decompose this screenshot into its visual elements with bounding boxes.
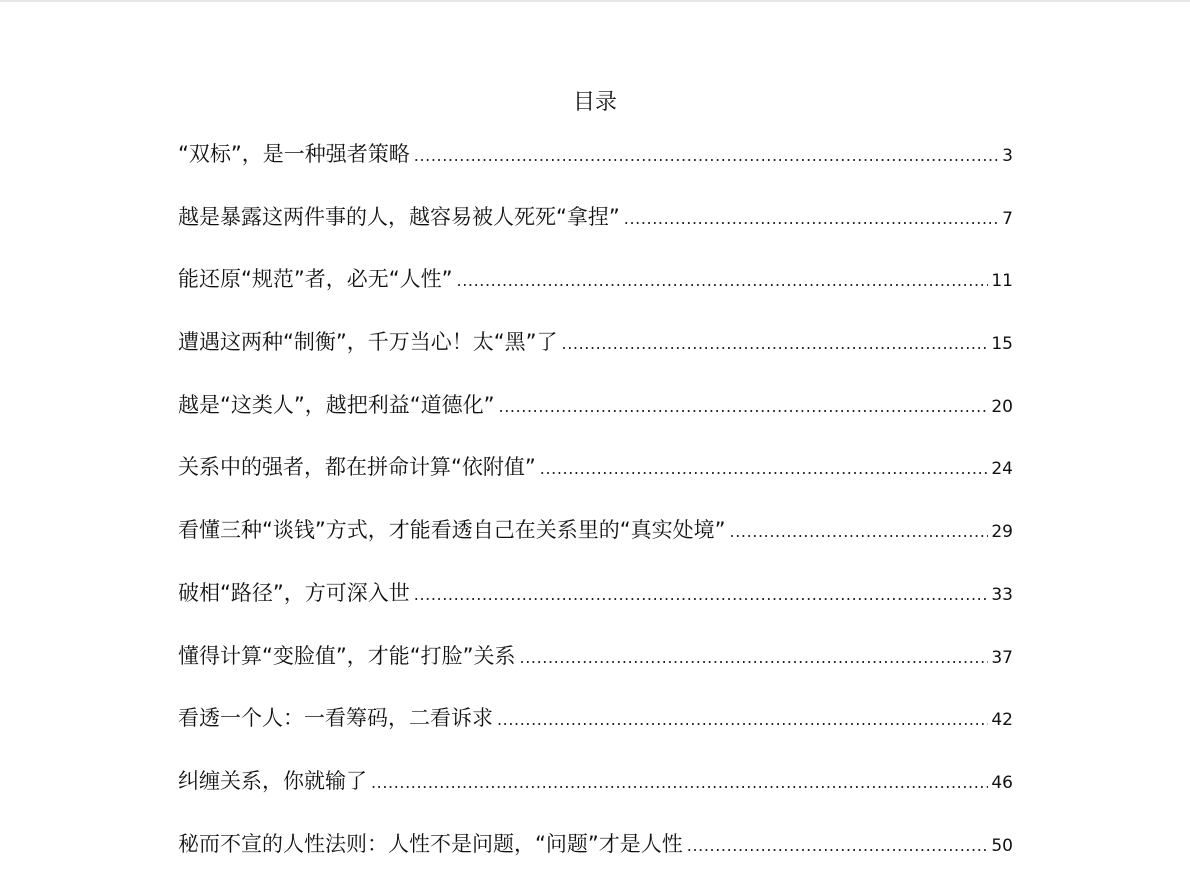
toc-entry[interactable]: [178, 513, 1013, 576]
toc-dot-leader: [497, 703, 988, 737]
toc-entry-page[interactable]: 11: [991, 271, 1013, 292]
toc-entry[interactable]: [178, 137, 1013, 200]
toc-entry-page[interactable]: 20: [991, 396, 1013, 417]
toc-entry[interactable]: [178, 450, 1013, 513]
toc-entry-title[interactable]: 纠缠关系，你就输了: [178, 768, 367, 793]
toc-entry-title[interactable]: 遭遇这两种“制衡”，千万当心！太“黑”了: [178, 330, 558, 355]
toc-entry[interactable]: [178, 827, 1013, 889]
toc-entry-page[interactable]: 24: [991, 459, 1013, 480]
toc-dot-leader: [457, 264, 989, 298]
toc-title: 目录: [572, 90, 617, 115]
toc-entry-title[interactable]: 越是“这类人”，越把利益“道德化”: [178, 392, 495, 417]
toc-entry-title[interactable]: 懂得计算“变脸值”，才能“打脸”关系: [178, 643, 516, 668]
toc-entry-title[interactable]: 秘而不宣的人性法则：人性不是问题，“问题”才是人性: [178, 831, 683, 856]
toc-entry-page[interactable]: 46: [991, 772, 1013, 793]
toc-entry-title[interactable]: 能还原“规范”者，必无“人性”: [178, 267, 453, 292]
toc-entry[interactable]: [178, 325, 1013, 388]
toc-entry-title[interactable]: “双标”，是一种强者策略: [178, 142, 410, 166]
toc-entry-page[interactable]: 33: [991, 584, 1013, 605]
toc-dot-leader: [540, 452, 989, 486]
toc-dot-leader: [499, 390, 989, 424]
toc-entry[interactable]: [178, 764, 1013, 827]
toc-entry[interactable]: [178, 262, 1013, 325]
toc-entry-title[interactable]: 看懂三种“谈钱”方式，才能看透自己在关系里的“真实处境”: [178, 518, 726, 543]
toc-entry-page[interactable]: 37: [991, 647, 1013, 668]
toc-entry-page[interactable]: 3: [1002, 146, 1013, 166]
toc-dot-leader: [730, 515, 989, 549]
toc-entry[interactable]: [178, 639, 1013, 702]
toc-entry-page[interactable]: 7: [1002, 208, 1013, 229]
toc-entry-page[interactable]: 50: [991, 835, 1013, 856]
toc-dot-leader: [414, 578, 989, 612]
toc-entry-title[interactable]: 越是暴露这两件事的人，越容易被人死死“拿捏”: [178, 204, 620, 229]
toc-entry-title[interactable]: 关系中的强者，都在拼命计算“依附值”: [178, 455, 536, 480]
toc-entry-page[interactable]: 29: [991, 522, 1013, 543]
toc-entry[interactable]: [178, 200, 1013, 263]
toc-dot-leader: [520, 641, 989, 675]
toc-entry[interactable]: [178, 388, 1013, 451]
toc-entry-title[interactable]: 破相“路径”，方可深入世: [178, 580, 410, 605]
page-top-border: [0, 0, 1190, 2]
toc-dot-leader: [371, 766, 988, 800]
toc-entry-page[interactable]: 42: [991, 710, 1013, 731]
toc-entry[interactable]: [178, 576, 1013, 639]
toc-dot-leader: [624, 202, 999, 236]
toc-dot-leader: [414, 139, 999, 173]
toc-list: [178, 137, 1013, 889]
toc-entry[interactable]: [178, 701, 1013, 764]
toc-entry-page[interactable]: 15: [991, 334, 1013, 355]
toc-entry-title[interactable]: 看透一个人：一看筹码，二看诉求: [178, 706, 493, 731]
toc-dot-leader: [687, 829, 989, 863]
toc-dot-leader: [562, 327, 989, 361]
